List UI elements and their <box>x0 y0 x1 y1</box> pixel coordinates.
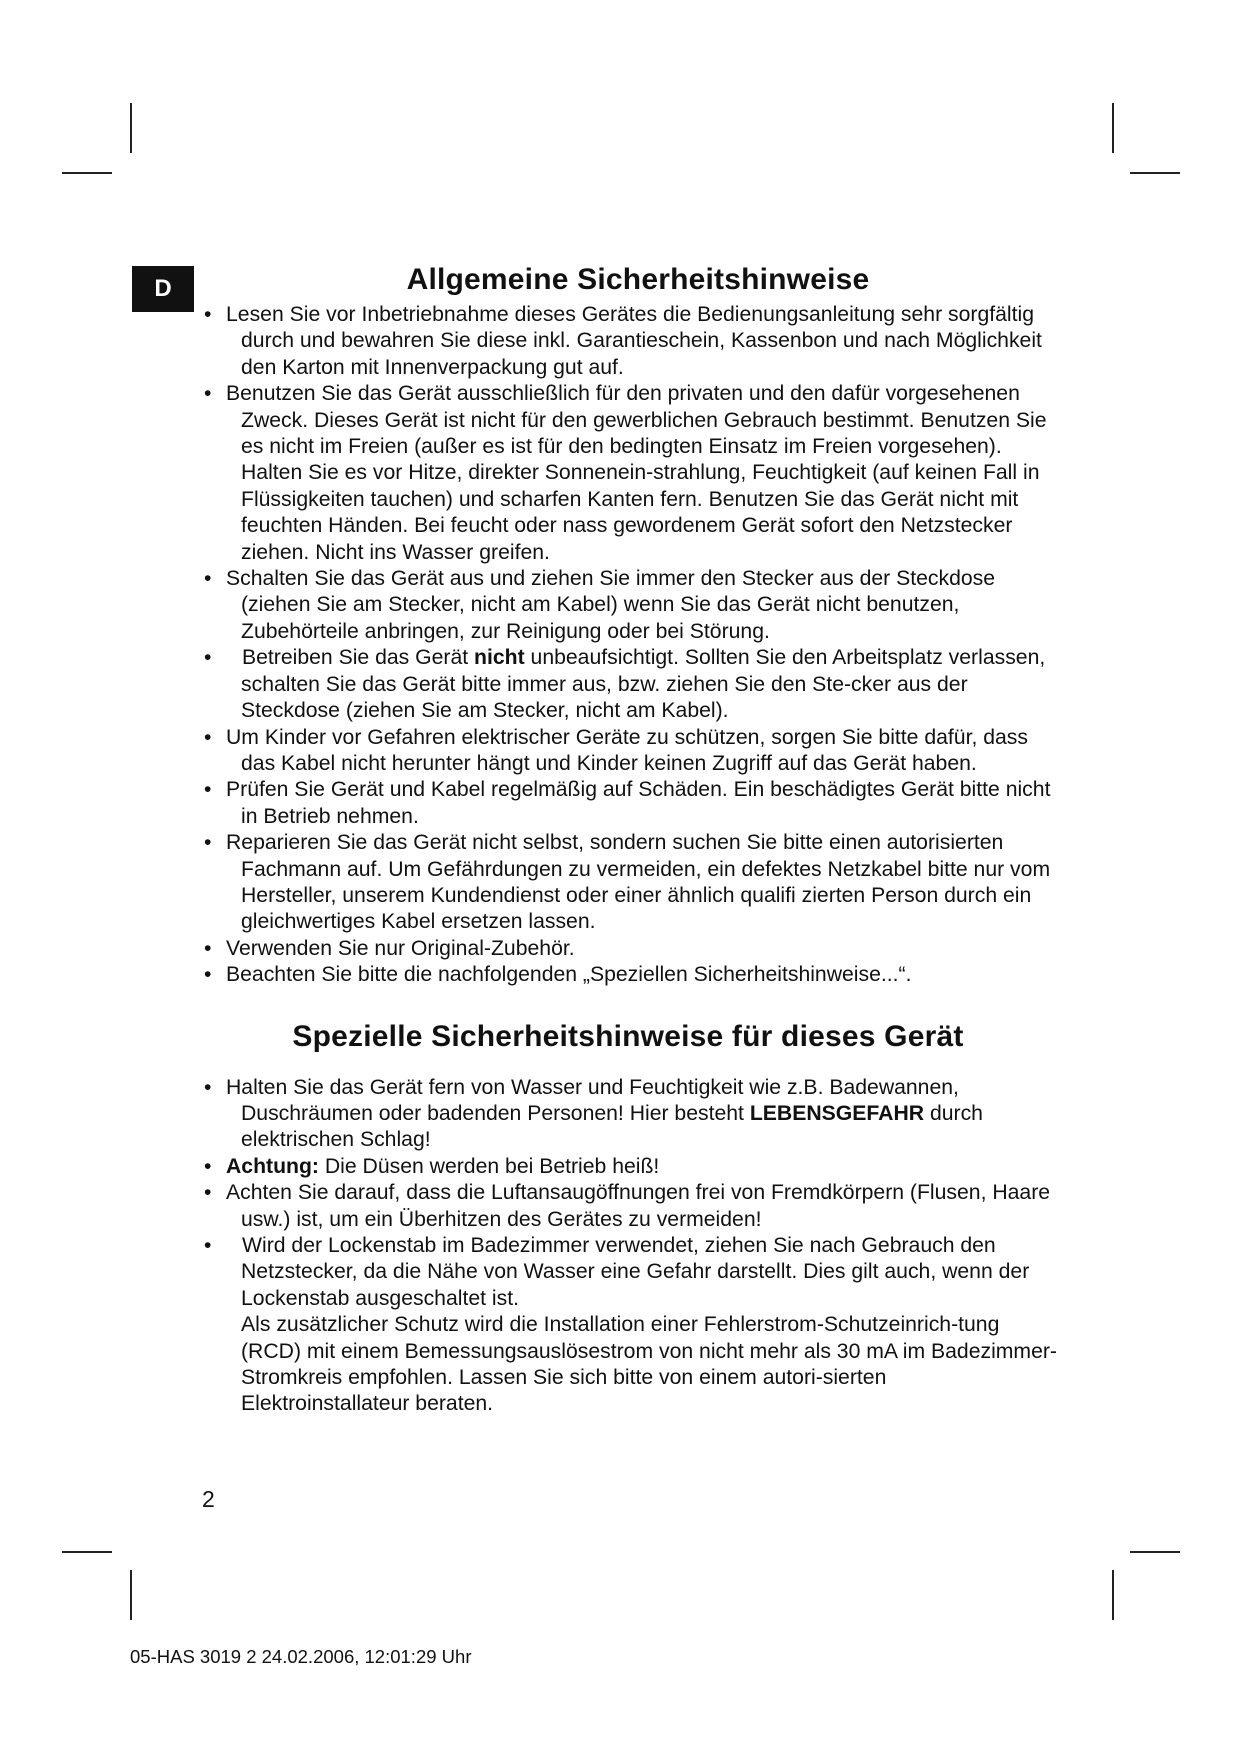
section-title-special: Spezielle Sicherheitshinweise für dieses Gerät <box>292 1019 964 1053</box>
language-tab: D <box>132 266 194 312</box>
crop-mark <box>130 1570 132 1620</box>
list-item: • Um Kinder vor Gefahren elektrischer Geräte zu schützen, sorgen Sie bitte dafür, dass das Kabel nicht herunter hängt und Kinder keinen Zugriff auf das Gerät haben. <box>204 725 1028 775</box>
print-footer: 05-HAS 3019 2 24.02.2006, 12:01:29 Uhr <box>130 1646 472 1667</box>
section-title-general: Allgemeine Sicherheitshinweise <box>406 263 870 296</box>
list-item: • Achten Sie darauf, dass die Luftansaugöffnungen frei von Fremdkörpern (Flusen, Haare usw.) ist, um ein Überhitzen des Gerätes zu vermeiden! <box>204 1181 1051 1231</box>
list-item: • Verwenden Sie nur Original-Zubehör. <box>204 936 575 960</box>
general-safety-list <box>198 302 1058 989</box>
list-item: • Schalten Sie das Gerät aus und ziehen Sie immer den Stecker aus der Steckdose (ziehen Sie am Stecker, nicht am Kabel) wenn Sie das Gerät nicht benutzen, Zubehörteile anbringen, zur Reinigung oder bei Störung. <box>204 567 996 643</box>
page-number: 2 <box>202 1486 215 1512</box>
list-item: • Betreiben Sie das Gerät nicht unbeaufsichtigt. Sollten Sie den Arbeitsplatz verlassen, schalten Sie das Gerät bitte immer aus, bzw. ziehen Sie den Ste-cker aus der Steckdose (ziehen Sie am Stecker, nicht am Kabel). <box>204 646 1046 723</box>
list-item: • Achtung: Die Düsen werden bei Betrieb heiß! <box>204 1154 660 1178</box>
special-safety-list <box>198 1075 1058 1418</box>
crop-mark <box>1112 103 1114 153</box>
crop-mark <box>1130 1551 1180 1553</box>
main-content <box>198 258 1058 1418</box>
list-item: • Prüfen Sie Gerät und Kabel regelmäßig auf Schäden. Ein beschädigtes Gerät bitte nicht in Betrieb nehmen. <box>204 778 1051 828</box>
crop-mark <box>1112 1570 1114 1620</box>
list-item: • Lesen Sie vor Inbetriebnahme dieses Gerätes die Bedienungsanleitung sehr sorgfältig durch und bewahren Sie diese inkl. Garantieschein, Kassenbon und nach Möglichkeit den Karton mit Innenverpackung gut auf. <box>204 303 1042 379</box>
crop-mark <box>1130 172 1180 174</box>
crop-mark <box>62 172 112 174</box>
list-item: • Wird der Lockenstab im Badezimmer verwendet, ziehen Sie nach Gebrauch den Netzstecker, da die Nähe von Wasser eine Gefahr darstellt. Dies gilt auch, wenn der Lockenstab ausgeschaltet ist. Als zusätzlicher Schutz wird die Installation einer Fehlerstrom-Schutzeinrich-tung (RCD) mit einem Bemessungsauslösestrom von nicht mehr als 30 mA im Badezimmer-Stromkreis empfohlen. Lassen Sie sich bitte von einem autori-sierten Elektroinstallateur beraten. <box>204 1234 1057 1416</box>
list-item: • Beachten Sie bitte die nachfolgenden „Speziellen Sicherheitshinweise...“. <box>204 963 912 987</box>
crop-mark <box>62 1551 112 1553</box>
list-item: • Reparieren Sie das Gerät nicht selbst, sondern suchen Sie bitte einen autorisierten Fachmann auf. Um Gefährdungen zu vermeiden, ein defektes Netzkabel bitte nur vom Hersteller, unserem Kundendienst oder einer ähnlich qualifi zierten Person durch ein gleichwertiges Kabel ersetzen lassen. <box>204 831 1051 934</box>
list-item: • Benutzen Sie das Gerät ausschließlich für den privaten und den dafür vorgesehenen Zweck. Dieses Gerät ist nicht für den gewerblichen Gebrauch bestimmt. Benutzen Sie es nicht im Freien (außer es ist für den bedingten Einsatz im Freien vorgesehen). Halten Sie es vor Hitze, direkter Sonnenein-strahlung, Feuchtigkeit (auf keinen Fall in Flüssigkeiten tauchen) und scharfen Kanten fern. Benutzen Sie das Gerät nicht mit feuchten Händen. Bei feucht oder nass gewordenem Gerät sofort den Netzstecker ziehen. Nicht ins Wasser greifen. <box>204 382 1047 564</box>
crop-mark <box>130 103 132 153</box>
list-item: • Halten Sie das Gerät fern von Wasser und Feuchtigkeit wie z.B. Badewannen, Duschräumen oder badenden Personen! Hier besteht LEBENSGEFAHR durch elektrischen Schlag! <box>204 1075 983 1152</box>
